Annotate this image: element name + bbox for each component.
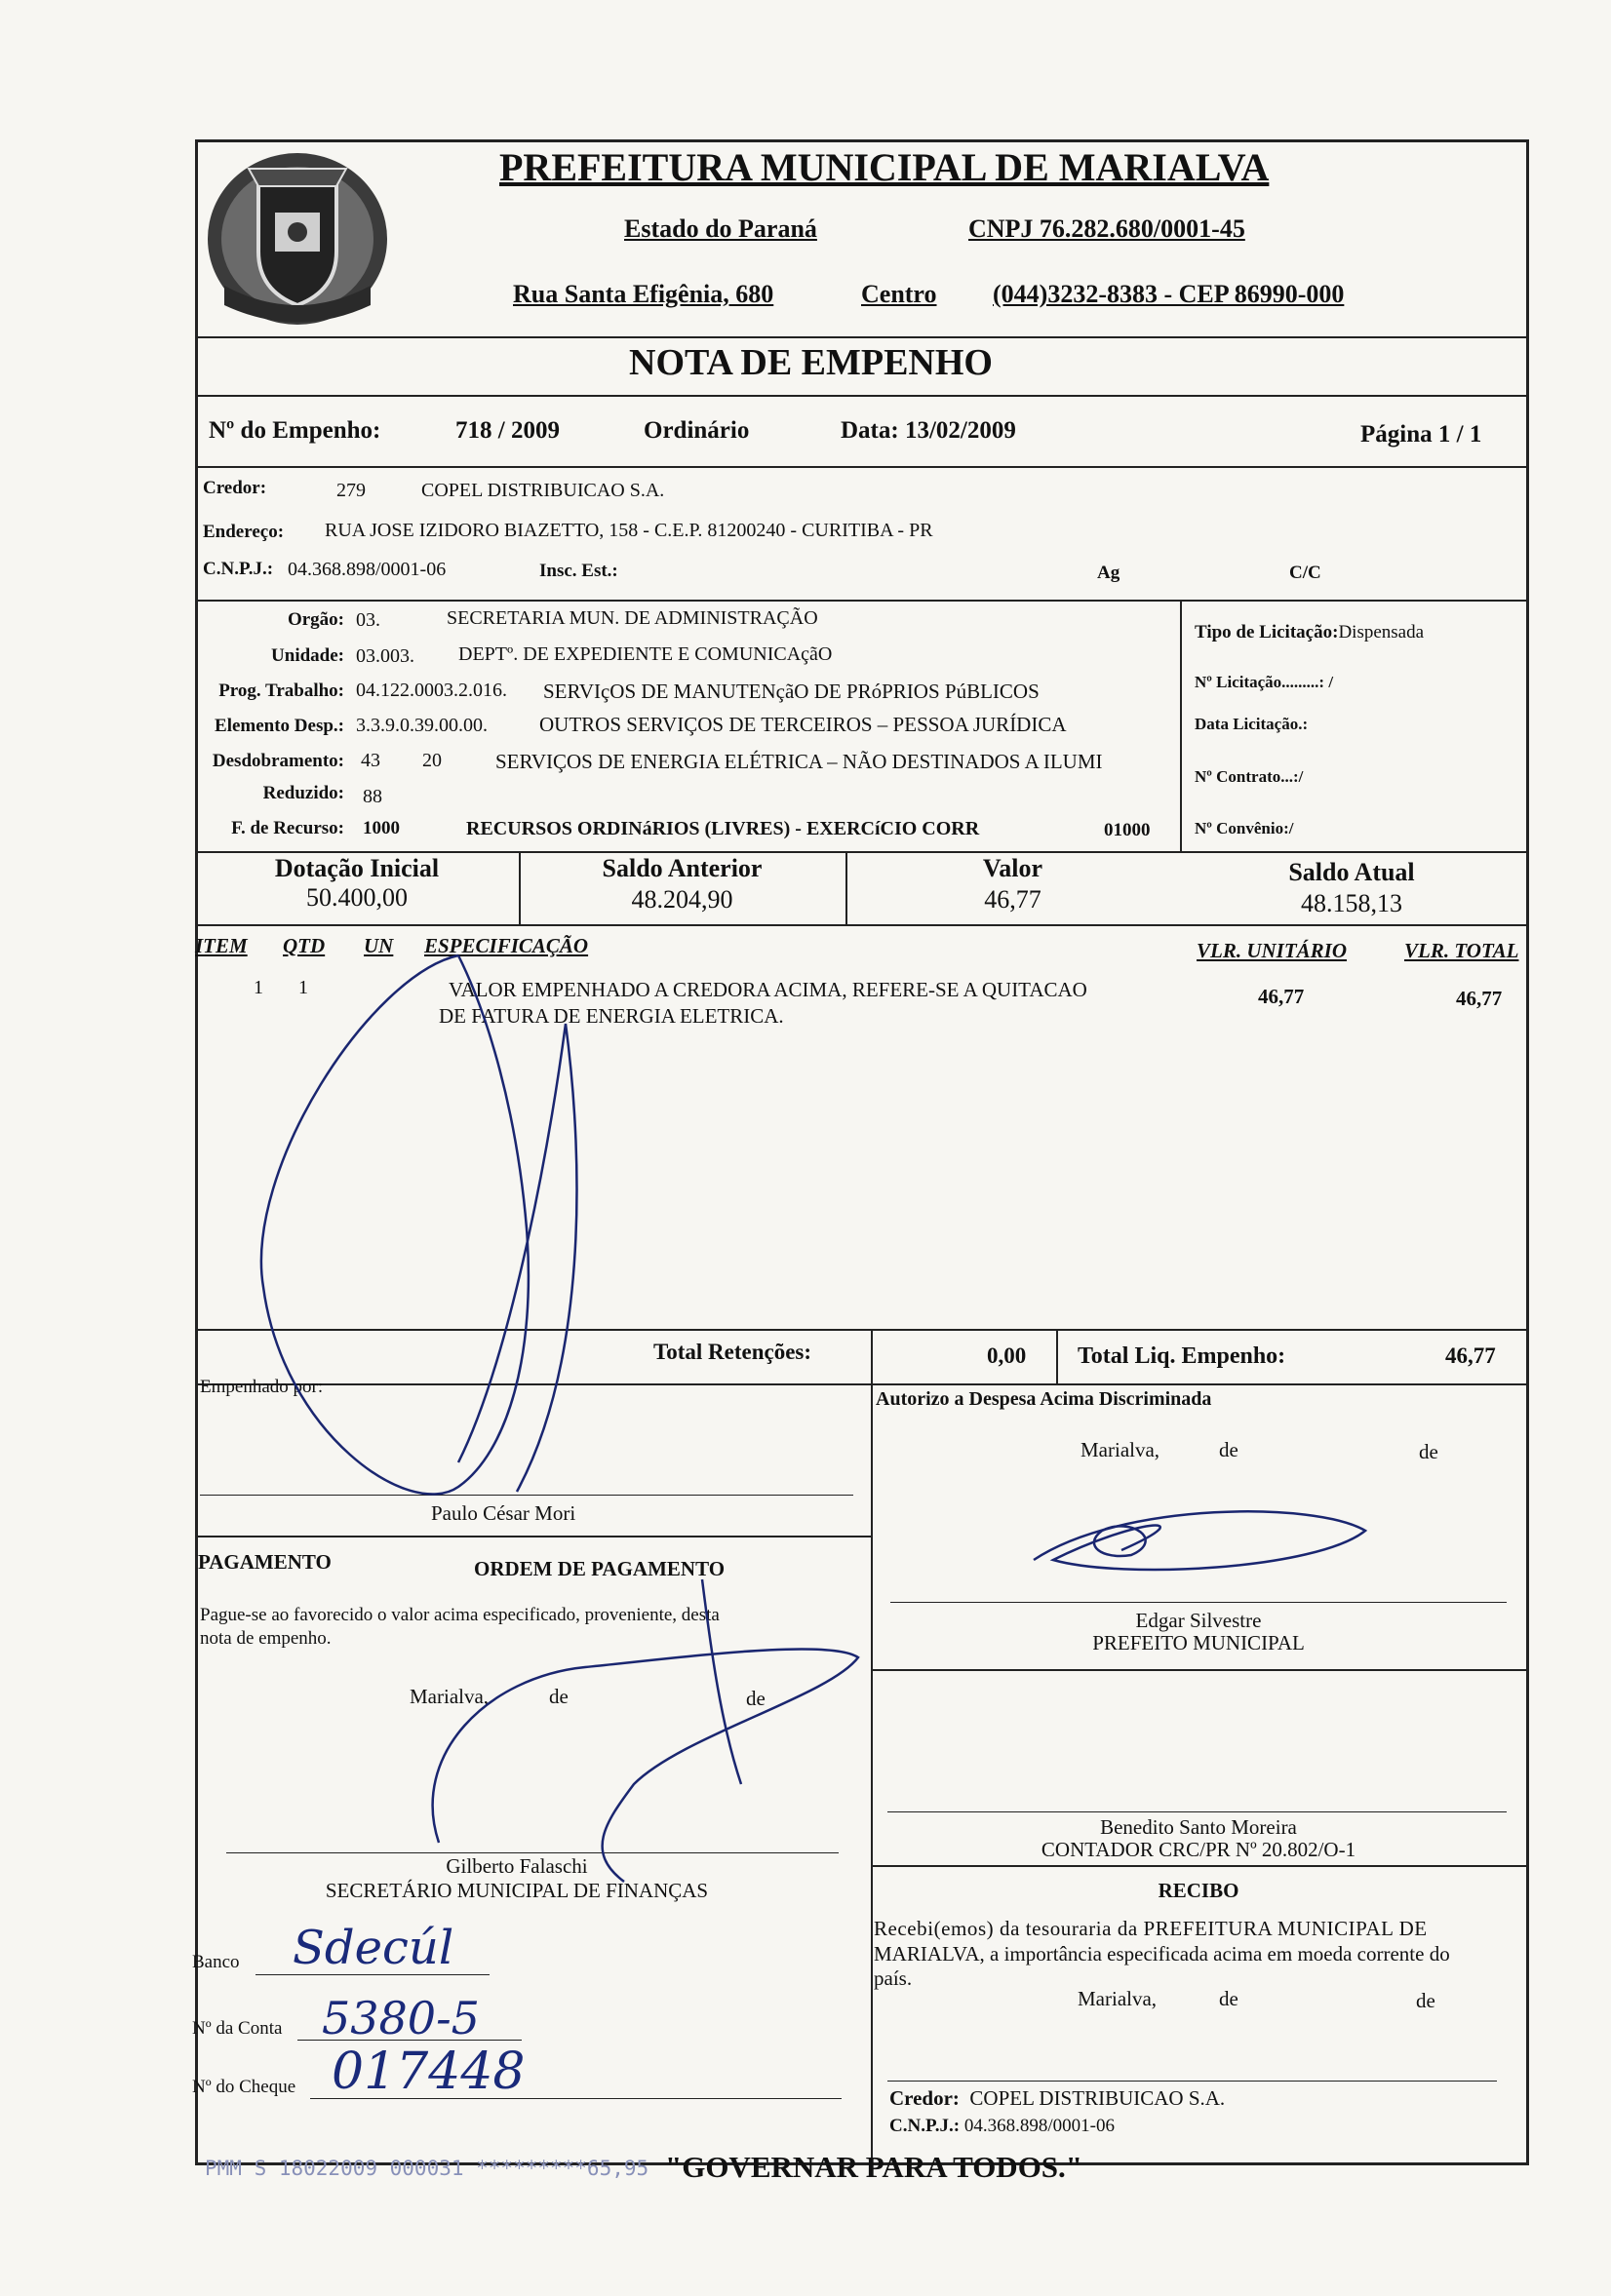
bank-handwritten: Sdecúl — [293, 1921, 454, 1975]
row-total-price: 46,77 — [1456, 987, 1503, 1010]
account-handwritten: 5380-5 — [322, 1992, 480, 2044]
bidding-type-label: Tipo de Licitação:Dispensada — [1195, 622, 1425, 642]
net-total-label: Total Liq. Empenho: — [1078, 1343, 1286, 1369]
payment-label: PAGAMENTO — [198, 1550, 332, 1574]
initial-allocation-label: Dotação Inicial — [274, 854, 440, 882]
committed-by-name: Paulo César Mori — [431, 1501, 576, 1525]
authorization-place: Marialva, — [1081, 1438, 1160, 1461]
breakdown-code-2: 20 — [422, 750, 442, 771]
previous-balance-label: Saldo Anterior — [602, 854, 763, 882]
organ-name: SECRETARIA MUN. DE ADMINISTRAÇÃO — [447, 607, 818, 629]
header-state: Estado do Paraná — [624, 214, 817, 243]
current-balance-label: Saldo Atual — [1288, 858, 1415, 886]
row-item: 1 — [254, 977, 263, 998]
check-label: Nº do Cheque — [192, 2077, 296, 2097]
empenho-number: 718 / 2009 — [455, 417, 560, 444]
mayor-name: Edgar Silvestre — [1135, 1609, 1262, 1632]
check-handwritten: 017448 — [332, 2043, 526, 2101]
withholdings-label: Total Retenções: — [653, 1340, 812, 1364]
resource-name: RECURSOS ORDINáRIOS (LIVRES) - EXERCíCIO CORR — [466, 818, 980, 839]
element-name: OUTROS SERVIÇOS DE TERCEIROS – PESSOA JURÍDICA — [539, 713, 1067, 736]
column-specification: ESPECIFICAÇÃO — [424, 934, 589, 957]
bank-agency-label: Ag — [1097, 563, 1120, 583]
finance-secretary-name: Gilberto Falaschi — [446, 1854, 588, 1878]
previous-balance-value: 48.204,90 — [631, 885, 733, 914]
column-unit-price: VLR. UNITÁRIO — [1197, 939, 1348, 962]
resource-code-2: 01000 — [1104, 820, 1151, 840]
element-label: Elemento Desp.: — [215, 716, 344, 736]
committed-by-label: Empenhado por: — [200, 1377, 324, 1397]
header-street: Rua Santa Efigênia, 680 — [513, 280, 774, 308]
receipt-de-2: de — [1416, 1989, 1435, 2012]
authorization-de-2: de — [1419, 1440, 1438, 1463]
accountant-name: Benedito Santo Moreira — [1100, 1815, 1297, 1839]
withholdings-value: 0,00 — [987, 1343, 1027, 1368]
creditor-address: RUA JOSE IZIDORO BIAZETTO, 158 - C.E.P. 81200240 - CURITIBA - PR — [325, 520, 933, 541]
receipt-de-1: de — [1219, 1987, 1238, 2010]
program-code: 04.122.0003.2.016. — [356, 680, 507, 701]
column-total-price: VLR. TOTAL — [1404, 939, 1519, 962]
page-number: Página 1 / 1 — [1360, 421, 1482, 448]
unit-label: Unidade: — [271, 645, 344, 666]
reduced-label: Reduzido: — [262, 783, 344, 803]
header-cnpj: CNPJ 76.282.680/0001-45 — [968, 214, 1245, 243]
breakdown-name: SERVIÇOS DE ENERGIA ELÉTRICA – NÃO DESTINADOS A ILUMI — [495, 750, 1103, 773]
empenho-date: Data: 13/02/2009 — [841, 417, 1016, 444]
bidding-date: Data Licitação.: — [1195, 715, 1309, 733]
empenho-type: Ordinário — [644, 417, 750, 444]
payment-text-line-1: Pague-se ao favorecido o valor acima especificado, proveniente, desta — [200, 1605, 720, 1625]
payment-text-line-2: nota de empenho. — [200, 1628, 332, 1649]
header-title: PREFEITURA MUNICIPAL DE MARIALVA — [499, 145, 1270, 189]
receipt-label: RECIBO — [1158, 1879, 1239, 1902]
breakdown-code-1: 43 — [361, 750, 380, 771]
element-code: 3.3.9.0.39.00.00. — [356, 715, 488, 736]
creditor-cnpj: 04.368.898/0001-06 — [288, 559, 447, 580]
amount-label: Valor — [982, 854, 1043, 882]
receipt-place: Marialva, — [1078, 1987, 1158, 2010]
amount-value: 46,77 — [984, 885, 1041, 914]
header-phone-cep: (044)3232-8383 - CEP 86990-000 — [993, 280, 1345, 308]
authorization-label: Autorizo a Despesa Acima Discriminada — [876, 1388, 1212, 1410]
organ-label: Orgão: — [287, 609, 344, 630]
receipt-text-line-3: país. — [874, 1966, 913, 1990]
header-district: Centro — [861, 280, 937, 308]
row-specification-line-2: DE FATURA DE ENERGIA ELETRICA. — [439, 1004, 784, 1028]
column-unit: UN — [364, 934, 394, 957]
payment-place: Marialva, — [410, 1685, 490, 1708]
motto: "GOVERNAR PARA TODOS." — [665, 2150, 1083, 2184]
row-unit-price: 46,77 — [1258, 985, 1305, 1008]
address-label: Endereço: — [203, 522, 285, 542]
net-total-value: 46,77 — [1445, 1343, 1496, 1368]
row-quantity: 1 — [298, 977, 308, 998]
receipt-text-line-1: Recebi(emos) da tesouraria da PREFEITURA MUNICIPAL DE — [874, 1917, 1428, 1940]
initial-allocation-value: 50.400,00 — [306, 883, 408, 912]
bank-account-label: C/C — [1289, 563, 1321, 583]
organ-code: 03. — [356, 609, 380, 631]
receipt-creditor: Credor: COPEL DISTRIBUICAO S.A. — [889, 2086, 1226, 2110]
program-name: SERVIçOS DE MANUTENçãO DE PRóPRIOS PúBLICOS — [543, 680, 1040, 703]
creditor-code: 279 — [336, 480, 366, 501]
resource-label: F. de Recurso: — [231, 818, 344, 838]
contract-number: Nº Contrato...:/ — [1195, 767, 1304, 786]
column-quantity: QTD — [283, 934, 326, 957]
payment-de-2: de — [746, 1687, 766, 1710]
authentication-stamp: PMM S 18022009 000031 *********65,95 — [205, 2157, 649, 2180]
payment-order-label: ORDEM DE PAGAMENTO — [474, 1557, 726, 1580]
breakdown-label: Desdobramento: — [212, 751, 344, 771]
agreement-number: Nº Convênio:/ — [1195, 819, 1294, 837]
unit-code: 03.003. — [356, 645, 414, 667]
state-registration-label: Insc. Est.: — [539, 561, 618, 581]
authorization-de-1: de — [1219, 1438, 1238, 1461]
row-specification-line-1: VALOR EMPENHADO A CREDORA ACIMA, REFERE-SE A QUITACAO — [449, 978, 1087, 1001]
bank-label: Banco — [192, 1952, 240, 1972]
reduced-code: 88 — [363, 786, 382, 807]
column-item: ITEM — [195, 934, 248, 957]
creditor-label: Credor: — [203, 478, 267, 498]
payment-de-1: de — [549, 1685, 569, 1708]
unit-name: DEPTº. DE EXPEDIENTE E COMUNICAçãO — [458, 643, 833, 665]
bidding-number: Nº Licitação.........: / — [1195, 673, 1334, 691]
accountant-title: CONTADOR CRC/PR Nº 20.802/O-1 — [1041, 1838, 1356, 1861]
cnpj-label: C.N.P.J.: — [203, 559, 274, 579]
receipt-cnpj: C.N.P.J.: 04.368.898/0001-06 — [889, 2116, 1115, 2136]
current-balance-value: 48.158,13 — [1301, 889, 1402, 917]
document-title: NOTA DE EMPENHO — [629, 342, 993, 383]
program-label: Prog. Trabalho: — [218, 681, 344, 701]
empenho-number-label: Nº do Empenho: — [209, 417, 381, 444]
receipt-text-line-2: MARIALVA, a importância especificada acima em moeda corrente do — [874, 1942, 1450, 1965]
mayor-title: PREFEITO MUNICIPAL — [1092, 1631, 1305, 1654]
account-label: Nº da Conta — [192, 2018, 283, 2039]
finance-secretary-title: SECRETÁRIO MUNICIPAL DE FINANÇAS — [325, 1879, 709, 1902]
creditor-name: COPEL DISTRIBUICAO S.A. — [421, 480, 665, 501]
resource-code: 1000 — [363, 818, 400, 838]
